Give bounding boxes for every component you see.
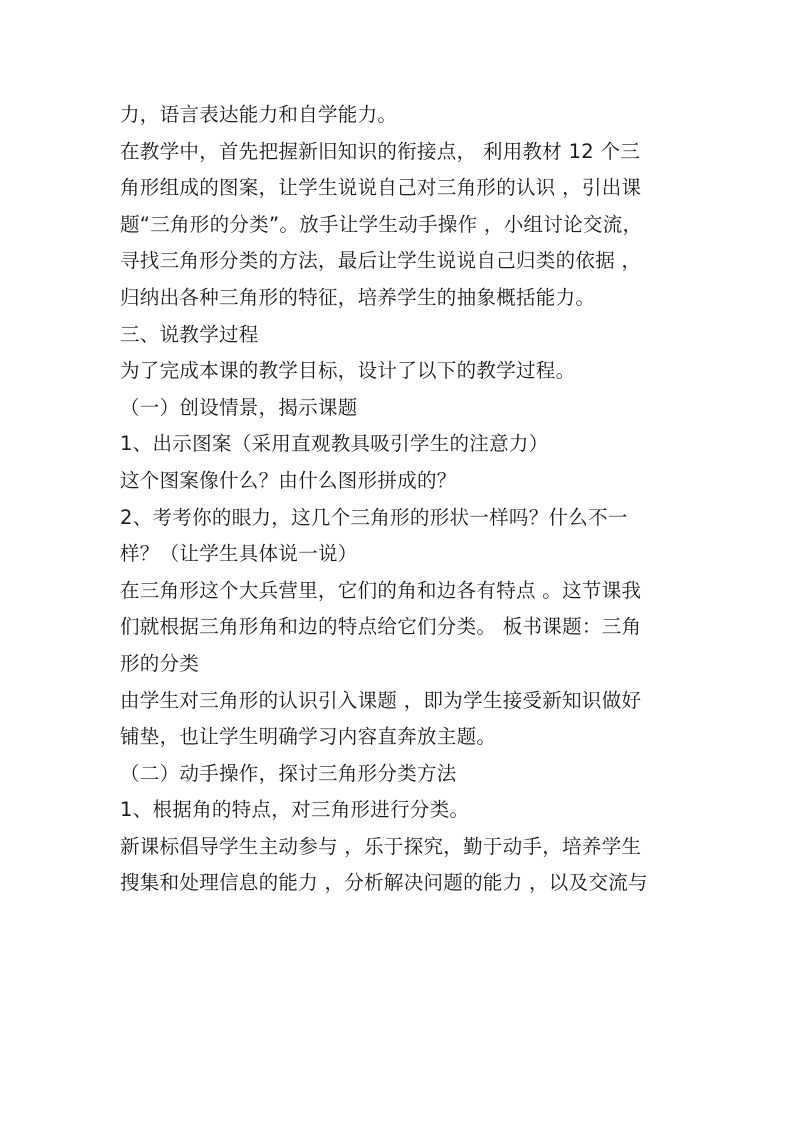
text-line: 2、考考你的眼力，这几个三角形的形状一样吗？什么不一 [120, 505, 628, 529]
section-heading: 三、说教学过程 [120, 322, 259, 346]
text-line: 寻找三角形分类的方法，最后让学生说说自己归类的依据 ， [120, 249, 642, 273]
text-line: 在教学中，首先把握新旧知识的衔接点， 利用教材 12 个三 [120, 139, 641, 163]
text-line: 形的分类 [120, 651, 200, 675]
subsection-heading: （一）创设情景，揭示课题 [120, 395, 358, 419]
text-line: 1、根据角的特点，对三角形进行分类。 [120, 798, 470, 822]
text-line: 这个图案像什么？由什么图形拼成的？ [120, 468, 457, 492]
text-line: 题“三角形的分类”。放手让学生动手操作 ，小组讨论交流， [120, 212, 643, 236]
text-line: 为了完成本课的教学目标，设计了以下的教学过程。 [120, 359, 576, 383]
text-line: 们就根据三角形角和边的特点给它们分类。 板书课题：三角 [120, 615, 642, 639]
text-line: 样？（让学生具体说一说） [120, 542, 358, 566]
text-line: 铺垫，也让学生明确学习内容直奔放主题。 [120, 725, 497, 749]
text-line: 角形组成的图案，让学生说说自己对三角形的认识 ，引出课 [120, 176, 642, 200]
text-line: 在三角形这个大兵营里，它们的角和边各有特点 。这节课我 [120, 578, 642, 602]
subsection-heading: （二）动手操作，探讨三角形分类方法 [120, 761, 457, 785]
text-line: 1、出示图案（采用直观教具吸引学生的注意力） [120, 432, 549, 456]
text-line: 归纳出各种三角形的特征，培养学生的抽象概括能力。 [120, 285, 596, 309]
text-line: 新课标倡导学生主动参与 ，乐于探究，勤于动手，培养学生 [120, 834, 642, 858]
text-line: 力，语言表达能力和自学能力。 [120, 103, 398, 126]
text-line: 由学生对三角形的认识引入课题 ，即为学生接受新知识做好 [120, 688, 642, 712]
document-body [120, 97, 680, 902]
text-line: 搜集和处理信息的能力 ，分析解决问题的能力 ，以及交流与 [120, 871, 648, 895]
